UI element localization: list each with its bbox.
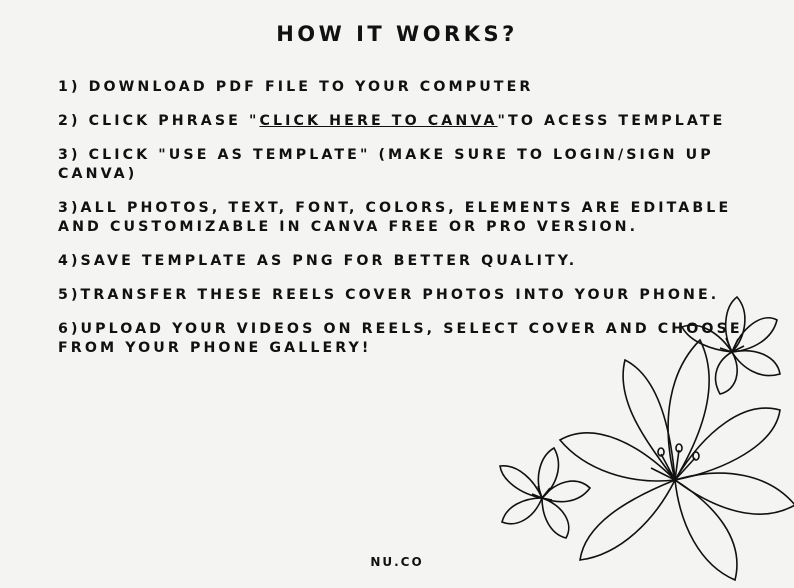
large-flower-icon bbox=[560, 340, 794, 580]
canva-link[interactable]: CLICK HERE TO CANVA bbox=[259, 113, 498, 129]
step-2 bbox=[58, 112, 758, 131]
step-6: 6)UPLOAD YOUR VIDEOS ON REELS, SELECT COVER AND CHOOSE FROM YOUR PHONE GALLERY! bbox=[58, 321, 743, 356]
step-1: 1) DOWNLOAD PDF FILE TO YOUR COMPUTER bbox=[58, 79, 534, 95]
step-3: 3) CLICK "USE AS TEMPLATE" (MAKE SURE TO LOGIN/SIGN UP CANVA) bbox=[58, 147, 714, 182]
brand-footer: NU.CO bbox=[370, 555, 424, 569]
step-2-prefix: 2) CLICK PHRASE " bbox=[58, 113, 260, 129]
page-title: HOW IT WORKS? bbox=[276, 22, 518, 46]
step-2-suffix: "TO ACESS TEMPLATE bbox=[497, 113, 726, 129]
small-flower-icon bbox=[682, 297, 780, 394]
bottom-flower-icon bbox=[500, 448, 590, 538]
step-3b: 3)ALL PHOTOS, TEXT, FONT, COLORS, ELEMENTS ARE EDITABLE AND CUSTOMIZABLE IN CANVA FREE OR PRO VERSION. bbox=[58, 200, 732, 235]
flower-line-art-icon bbox=[470, 290, 794, 588]
step-4: 4)SAVE TEMPLATE AS PNG FOR BETTER QUALITY. bbox=[58, 253, 578, 269]
step-5: 5)TRANSFER THESE REELS COVER PHOTOS INTO YOUR PHONE. bbox=[58, 287, 720, 303]
